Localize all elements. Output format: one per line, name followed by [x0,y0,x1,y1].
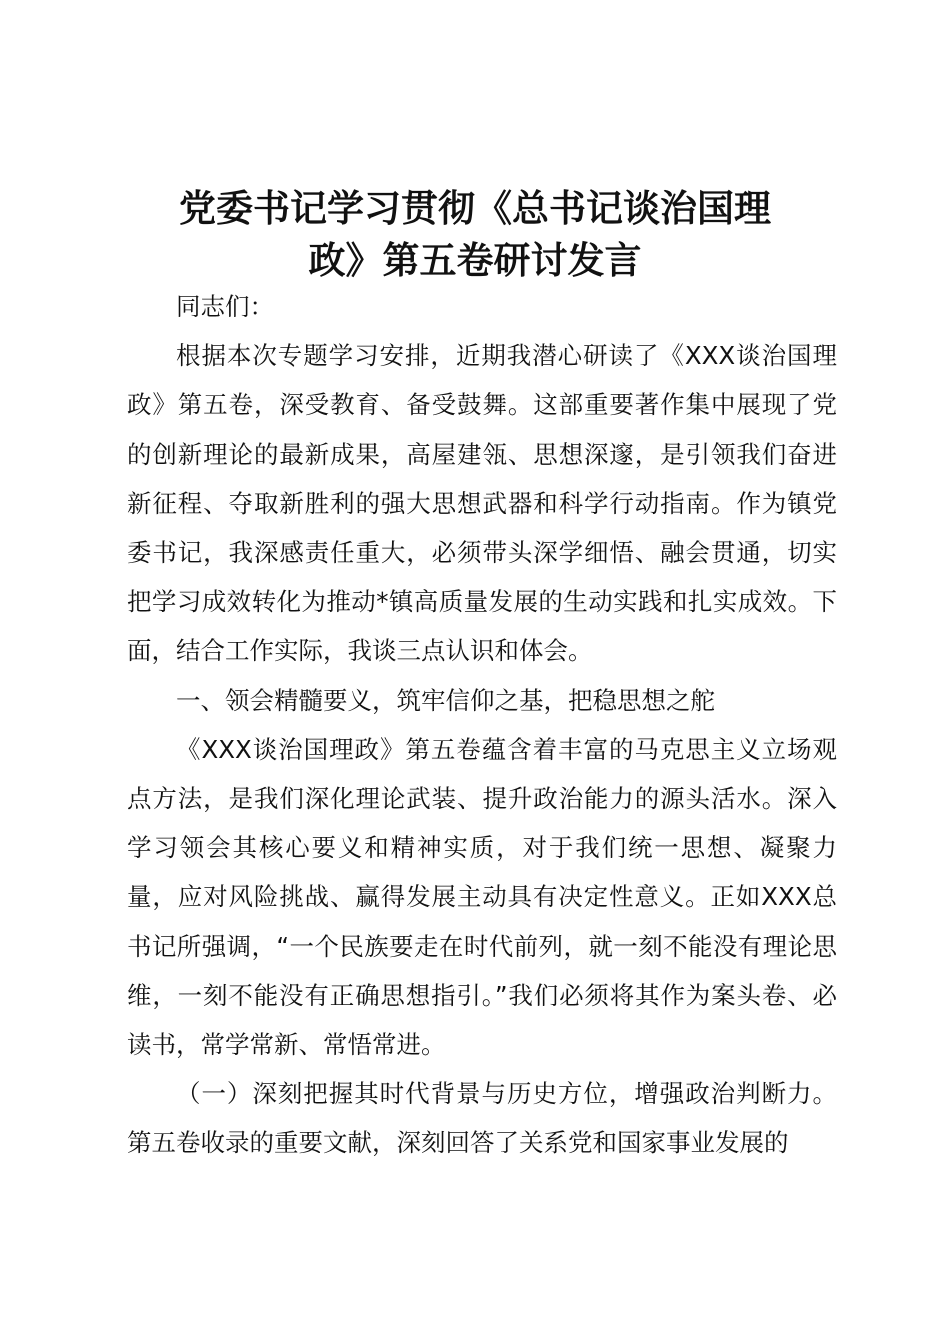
paragraph-subsection-1: （一）深刻把握其时代背景与历史方位，增强政治判断力。第五卷收录的重要文献，深刻回答了关系党和国家事业发展的 [127,1079,837,1158]
paragraph-intro: 根据本次专题学习安排，近期我潜心研读了《XXX谈治国理政》第五卷，深受教育、备受鼓舞。这部重要著作集中展现了党的创新理论的最新成果，高屋建瓴、思想深邃，是引领我们奋进新征程、夺取新胜利的强大思想武器和科学行动指南。作为镇党委书记，我深感责任重大，必须带头深学细悟、融会贯通，切实把学习成效转化为推动*镇高质量发展的生动实践和扎实成效。下面，结合工作实际，我谈三点认识和体会。 [127,341,837,666]
paragraph-section-1: 《XXX谈治国理政》第五卷蕴含着丰富的马克思主义立场观点方法，是我们深化理论武装、提升政治能力的源头活水。深入学习领会其核心要义和精神实质，对于我们统一思想、凝聚力量，应对风险挑战、赢得发展主动具有决定性意义。正如XXX总书记所强调，“一个民族要走在时代前列，就一刻不能没有理论思维，一刻不能没有正确思想指引。”我们必须将其作为案头卷、必读书，常学常新、常悟常进。 [127,734,837,1060]
salutation: 同志们： [176,292,274,321]
document-title-line-2: 政》第五卷研讨发言 [308,238,642,282]
section-heading-1: 一、领会精髓要义，筑牢信仰之基，把稳思想之舵 [176,685,715,715]
document-body [127,282,837,1168]
document-title-line-1: 党委书记学习贯彻《总书记谈治国理 [179,186,771,230]
